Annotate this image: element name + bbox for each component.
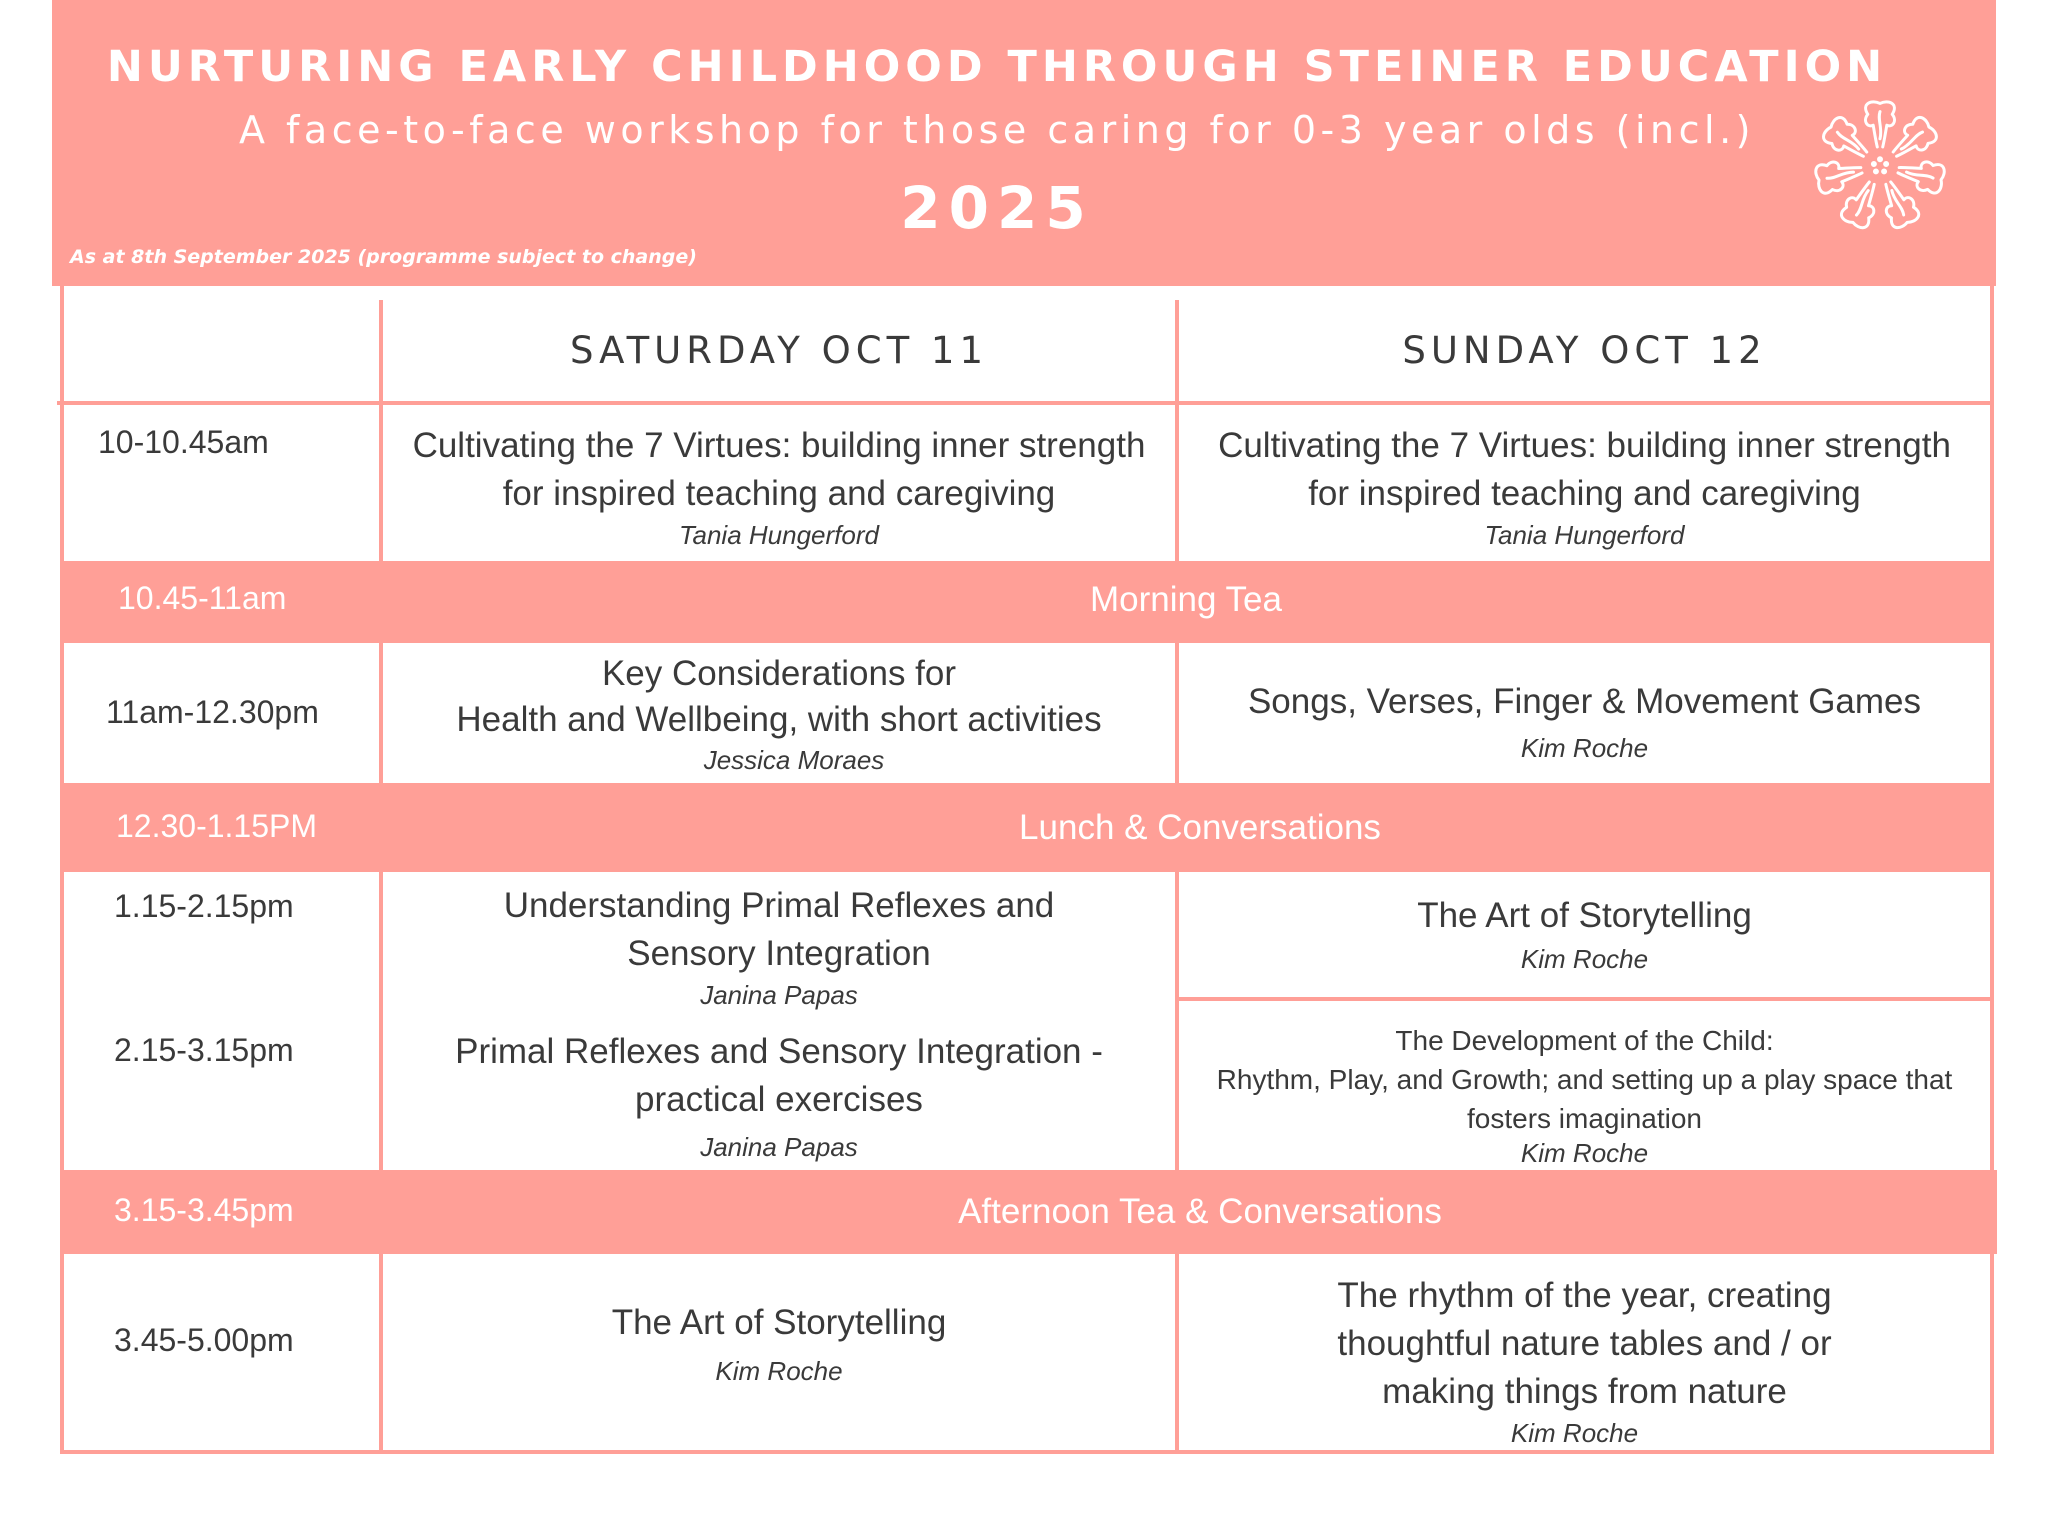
presenter-name: Jessica Moraes	[703, 745, 885, 775]
presenter-name: Kim Roche	[1520, 944, 1649, 974]
page-title: NURTURING EARLY CHILDHOOD THROUGH STEINER EDUCATION	[106, 42, 1888, 92]
table-border-bottom	[60, 1450, 1994, 1454]
session-cell-saturday-b	[383, 1022, 1175, 1170]
session-title: for inspired teaching and caregiving	[502, 474, 1056, 513]
session-cell-sunday-b	[1179, 1001, 1990, 1170]
day-header-sunday	[1179, 300, 1990, 401]
presenter-name: Kim Roche	[1520, 1138, 1649, 1168]
break-time: 10.45-11am	[118, 580, 287, 616]
session-cell-saturday	[383, 410, 1175, 550]
session-cell-sunday	[1179, 1256, 1990, 1450]
break-time: 12.30-1.15PM	[116, 808, 318, 844]
session-cell-saturday	[383, 645, 1175, 783]
session-title: The rhythm of the year, creating	[1337, 1276, 1832, 1315]
break-label: Morning Tea	[1090, 580, 1282, 619]
session-title: The Development of the Child:	[1395, 1025, 1774, 1056]
session-cell-sunday	[1179, 645, 1990, 783]
session-cell-sunday	[1179, 410, 1990, 550]
session-title: The Art of Storytelling	[1417, 896, 1752, 935]
break-label: Afternoon Tea & Conversations	[958, 1192, 1442, 1231]
presenter-name: Kim Roche	[715, 1356, 843, 1386]
presenter-name: Janina Papas	[700, 980, 858, 1010]
session-title: making things from nature	[1382, 1372, 1787, 1411]
session-title: thoughtful nature tables and / or	[1337, 1324, 1832, 1363]
presenter-name: Janina Papas	[700, 1132, 858, 1162]
presenter-name: Tania Hungerford	[1484, 520, 1685, 550]
session-title: fosters imagination	[1466, 1103, 1702, 1134]
presenter-name: Kim Roche	[1520, 733, 1649, 763]
time-slot: 1.15-2.15pm	[114, 888, 294, 924]
page-subtitle: A face-to-face workshop for those caring for 0-3 year olds (incl.)	[238, 108, 1755, 152]
presenter-name: Kim Roche	[1510, 1418, 1639, 1448]
programme-note: As at 8th September 2025 (programme subject to change)	[70, 246, 697, 268]
time-slot: 3.45-5.00pm	[114, 1322, 294, 1358]
session-title: Understanding Primal Reflexes and	[503, 886, 1055, 925]
session-cell-saturday	[383, 1256, 1175, 1450]
session-cell-saturday-a	[383, 876, 1175, 1016]
session-title: practical exercises	[635, 1080, 923, 1119]
session-title: The Art of Storytelling	[611, 1303, 947, 1342]
day-label: SUNDAY OCT 12	[1402, 329, 1767, 372]
year-label: 2025	[900, 174, 1094, 242]
session-title: Rhythm, Play, and Growth; and setting up a play space that	[1216, 1064, 1953, 1095]
session-title: Songs, Verses, Finger & Movement Games	[1247, 682, 1922, 721]
day-header-saturday	[383, 300, 1175, 401]
flower-icon	[1812, 98, 1948, 234]
session-title: Cultivating the 7 Virtues: building inner strength	[412, 426, 1146, 465]
header-banner	[52, 0, 1996, 286]
day-label: SATURDAY OCT 11	[569, 329, 989, 372]
header-divider	[57, 401, 1994, 405]
session-title: Key Considerations for	[601, 654, 957, 693]
session-title: Health and Wellbeing, with short activities	[456, 700, 1102, 739]
time-slot: 11am-12.30pm	[106, 694, 319, 730]
time-slot: 2.15-3.15pm	[114, 1032, 294, 1068]
session-title: Primal Reflexes and Sensory Integration -	[455, 1032, 1103, 1071]
session-title: for inspired teaching and caregiving	[1308, 474, 1861, 513]
time-slot: 10-10.45am	[98, 424, 269, 460]
break-band-morning-tea	[60, 561, 1994, 643]
session-title: Cultivating the 7 Virtues: building inner strength	[1218, 426, 1951, 465]
session-cell-sunday-a	[1179, 874, 1990, 997]
break-time: 3.15-3.45pm	[114, 1192, 294, 1228]
session-title: Sensory Integration	[627, 934, 931, 973]
break-label: Lunch & Conversations	[1019, 808, 1381, 847]
presenter-name: Tania Hungerford	[679, 520, 879, 550]
